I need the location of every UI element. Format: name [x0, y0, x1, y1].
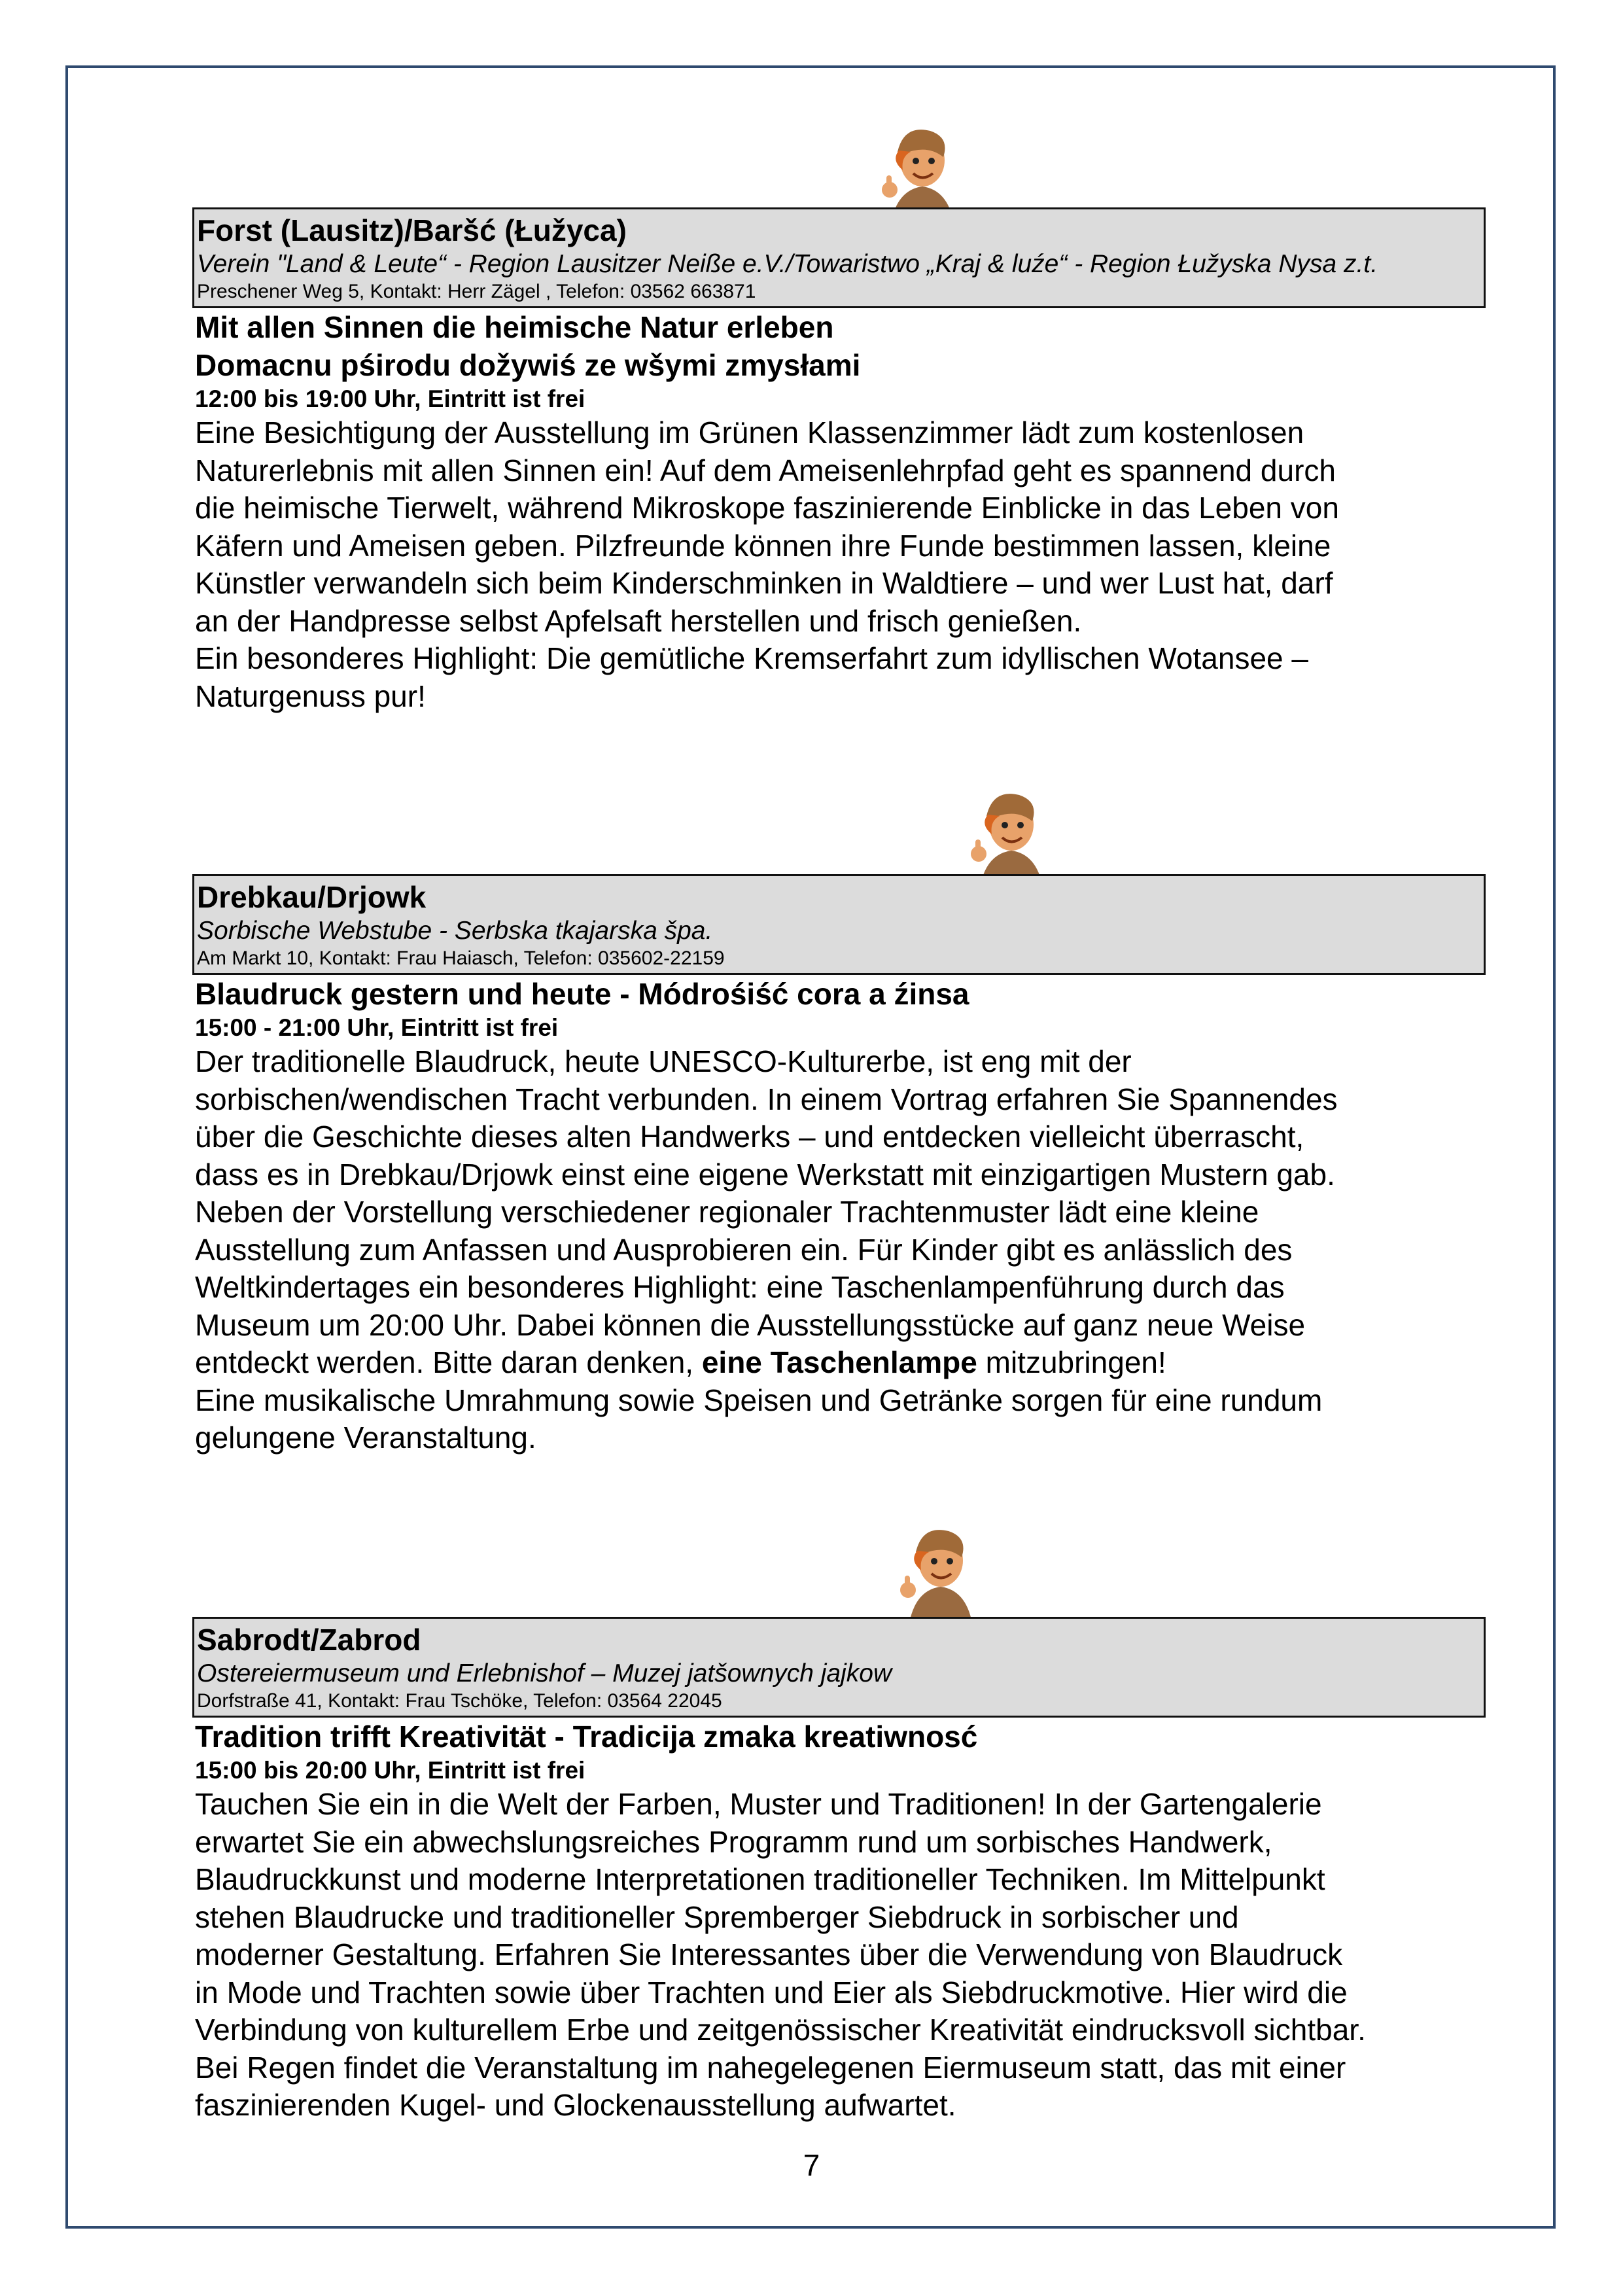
description-line: Neben der Vorstellung verschiedener regionaler Trachtenmuster lädt eine kleine	[195, 1195, 1259, 1229]
description-line: Bei Regen findet die Veranstaltung im nahegelegenen Eiermuseum statt, das mit einer	[195, 2050, 1346, 2085]
description-line: Blaudruckkunst und moderne Interpretationen traditioneller Techniken. Im Mittelpunkt	[195, 1862, 1325, 1896]
event-time: 15:00 - 21:00 Uhr, Eintritt ist frei	[195, 1014, 559, 1041]
event-section-sabrodt	[192, 1617, 1482, 2125]
event-place: Sabrodt/Zabrod	[197, 1623, 421, 1657]
event-header	[192, 207, 1486, 308]
description-line: stehen Blaudrucke und traditioneller Spremberger Siebdruck in sorbischer und	[195, 1899, 1239, 1934]
text-segment: entdeckt werden. Bitte daran denken,	[195, 1345, 702, 1379]
description-line: faszinierenden Kugel- und Glockenausstellung aufwartet.	[195, 2088, 956, 2122]
description-line: dass es in Drebkau/Drjowk einst eine eigene Werkstatt mit einzigartigen Mustern gab.	[195, 1157, 1335, 1192]
event-description	[192, 1043, 1482, 1457]
description-line: Tauchen Sie ein in die Welt der Farben, Muster und Traditionen! In der Gartengalerie	[195, 1787, 1322, 1821]
description-line: Ausstellung zum Anfassen und Ausprobieren ein. Für Kinder gibt es anlässlich des	[195, 1232, 1293, 1267]
description-line: erwartet Sie ein abwechslungsreiches Programm rund um sorbisches Handwerk,	[195, 1824, 1272, 1859]
event-title: Blaudruck gestern und heute - Módrośiść cora a źinsa	[195, 977, 969, 1011]
event-title: Tradition trifft Kreativität - Tradicija zmaka kreatiwnosć	[195, 1720, 978, 1754]
page-number: 7	[803, 2148, 820, 2182]
event-time: 15:00 bis 20:00 Uhr, Eintritt ist frei	[195, 1757, 585, 1784]
description-line: Der traditionelle Blaudruck, heute UNESCO-Kulturerbe, ist eng mit der	[195, 1044, 1132, 1078]
event-header	[192, 874, 1486, 975]
event-place: Drebkau/Drjowk	[197, 880, 427, 914]
event-title-sorbian: Domacnu pśirodu dožywiś ze wšymi zmysłami	[195, 348, 861, 382]
event-description	[192, 1786, 1482, 2125]
description-line: Ein besonderes Highlight: Die gemütliche Kremserfahrt zum idyllischen Wotansee –	[195, 641, 1308, 675]
description-line: die heimische Tierwelt, während Mikroskope faszinierende Einblicke in das Leben von	[195, 491, 1339, 525]
description-line: Naturerlebnis mit allen Sinnen ein! Auf dem Ameisenlehrpfad geht es spannend durch	[195, 453, 1336, 487]
description-line-with-bold	[192, 1344, 1482, 1382]
description-line: sorbischen/wendischen Tracht verbunden. In einem Vortrag erfahren Sie Spannendes	[195, 1082, 1338, 1116]
description-line: moderner Gestaltung. Erfahren Sie Interessantes über die Verwendung von Blaudruck	[195, 1937, 1343, 1971]
description-line: über die Geschichte dieses alten Handwerks – und entdecken vielleicht überrascht,	[195, 1120, 1304, 1154]
event-section-forst	[192, 207, 1482, 715]
event-title: Mit allen Sinnen die heimische Natur erleben	[195, 310, 834, 344]
event-contact: Dorfstraße 41, Kontakt: Frau Tschöke, Telefon: 03564 22045	[197, 1690, 722, 1712]
event-time: 12:00 bis 19:00 Uhr, Eintritt ist frei	[195, 385, 585, 412]
description-line: Museum um 20:00 Uhr. Dabei können die Ausstellungsstücke auf ganz neue Weise	[195, 1307, 1306, 1342]
mascot-icon	[954, 788, 1058, 887]
description-line: Eine musikalische Umrahmung sowie Speisen und Getränke sorgen für eine rundum	[195, 1383, 1323, 1417]
bold-text-segment: eine Taschenlampe	[701, 1345, 977, 1379]
description-line: Verbindung von kulturellem Erbe und zeitgenössischer Kreativität eindrucksvoll sichtbar.	[195, 2013, 1366, 2047]
description-line: gelungene Veranstaltung.	[195, 1421, 536, 1455]
event-organization: Ostereiermuseum und Erlebnishof – Muzej jatšownych jajkow	[197, 1659, 892, 1687]
event-organization: Sorbische Webstube - Serbska tkajarska špa.	[197, 917, 713, 945]
event-contact: Preschener Weg 5, Kontakt: Herr Zägel , Telefon: 03562 663871	[197, 281, 756, 302]
mascot-icon	[883, 1525, 988, 1623]
description-line: Käfern und Ameisen geben. Pilzfreunde können ihre Funde bestimmen lassen, kleine	[195, 528, 1331, 563]
event-organization: Verein "Land & Leute“ - Region Lausitzer Neiße e.V./Towaristwo „Kraj & luźe“ - Region Łužyska Nysa z.t.	[197, 250, 1378, 278]
description-line: Weltkindertages ein besonderes Highlight: eine Taschenlampenführung durch das	[195, 1270, 1285, 1304]
event-description	[192, 414, 1482, 715]
description-line: Künstler verwandeln sich beim Kinderschminken in Waldtiere – und wer Lust hat, darf	[195, 566, 1333, 600]
description-line: Naturgenuss pur!	[195, 679, 426, 713]
description-line: an der Handpresse selbst Apfelsaft herstellen und frisch genießen.	[195, 603, 1082, 638]
event-header	[192, 1617, 1486, 1718]
description-line: Eine Besichtigung der Ausstellung im Grünen Klassenzimmer lädt zum kostenlosen	[195, 415, 1304, 450]
description-line: in Mode und Trachten sowie über Trachten und Eier als Siebdruckmotive. Hier wird die	[195, 1975, 1348, 2009]
event-section-drebkau	[192, 874, 1482, 1457]
event-place: Forst (Lausitz)/Baršć (Łužyca)	[197, 213, 627, 247]
event-contact: Am Markt 10, Kontakt: Frau Haiasch, Telefon: 035602-22159	[197, 947, 725, 969]
text-segment: mitzubringen!	[977, 1345, 1166, 1379]
